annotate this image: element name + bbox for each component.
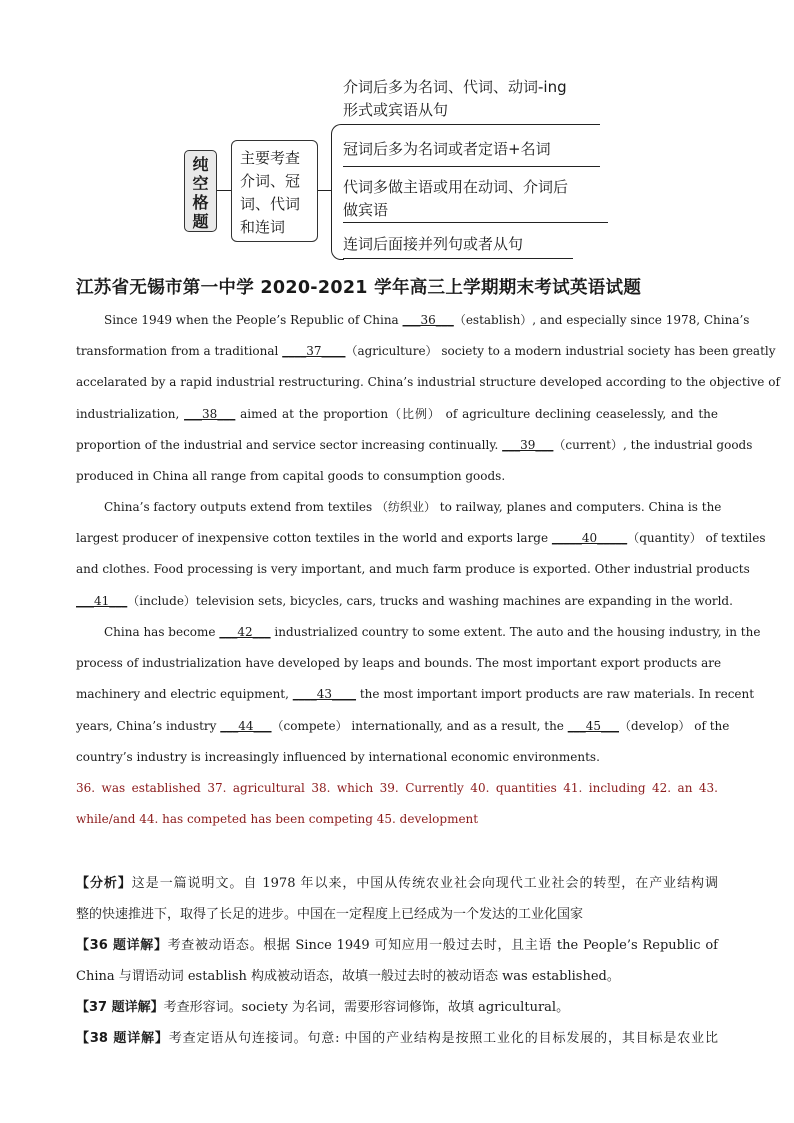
leaf-underline (343, 222, 608, 223)
blank-41[interactable]: ___41___ (76, 593, 128, 608)
blank-37[interactable]: ____37____ (282, 344, 346, 359)
q38-tag: 【38 题详解】 (76, 1031, 169, 1046)
passage-paragraph-3 (76, 617, 761, 773)
passage-line: China has become ___42___ industrialized country to some extent. The auto and the housing industry, in the (104, 625, 761, 639)
blank-40[interactable]: _____40_____ (551, 531, 628, 546)
analysis-section (76, 868, 718, 1054)
connector-line (318, 190, 331, 191)
passage-line: largest producer of inexpensive cotton textiles in the world and exports large _____40_____（quantity） of textiles (76, 531, 766, 546)
analysis-line: 【37 题详解】考查形容词。society 为名词，需要形容词修饰，故填 agricultural。 (76, 1000, 570, 1015)
passage-line: machinery and electric equipment, ____43____ the most important import products are raw materials. In recent (76, 687, 755, 702)
diagram-middle-box (231, 140, 318, 242)
diagram-middle-line-1: 主要考查 (240, 149, 301, 167)
passage-line: ___41___（include）television sets, bicycles, cars, trucks and washing machines are expanding in the world. (76, 593, 733, 608)
analysis-line: 【分析】这是一篇说明文。自 1978 年以来，中国从传统农业社会向现代工业社会的转型，在产业结构调 (76, 876, 718, 891)
blank-36[interactable]: ___36___ (402, 313, 454, 327)
passage-line: China’s factory outputs extend from textiles （纺织业） to railway, planes and computers. China is the (104, 500, 722, 514)
blank-45[interactable]: ___45___ (567, 718, 619, 733)
analysis-tag: 【分析】 (76, 876, 132, 891)
blank-38[interactable]: ___38___ (184, 406, 236, 421)
blank-43[interactable]: ____43____ (292, 687, 357, 702)
connector-line (217, 190, 231, 191)
leaf-underline (343, 258, 573, 259)
passage-paragraph-1 (76, 305, 780, 492)
passage-line: process of industrialization have developed by leaps and bounds. The most important export products are (76, 656, 722, 671)
blank-39[interactable]: ___39___ (502, 437, 554, 452)
page-title: 江苏省无锡市第一中学 2020-2021 学年高三上学期期末考试英语试题 (76, 278, 642, 298)
diagram-leaf-2: 冠词后多为名词或者定语+名词 (343, 140, 551, 158)
diagram-root-label: 纯空格题 (192, 155, 209, 231)
q36-tag: 【36 题详解】 (76, 938, 168, 953)
diagram-leaf-1: 介词后多为名词、代词、动词-ing 形式或宾语从句 (343, 78, 567, 119)
passage-line: accelarated by a rapid industrial restructuring. China’s industrial structure developed according to the objective of (76, 375, 780, 390)
q37-tag: 【37 题详解】 (76, 1000, 164, 1015)
analysis-line: 【38 题详解】考查定语从句连接词。句意: 中国的产业结构是按照工业化的目标发展的，其目标是农业比 (76, 1031, 719, 1046)
passage-line: country’s industry is increasingly influenced by international economic environments. (76, 749, 600, 764)
passage-line: produced in China all range from capital goods to consumption goods. (76, 469, 506, 484)
passage-line: transformation from a traditional ____37____（agriculture） society to a modern industrial society has been greatly (76, 344, 776, 359)
analysis-line: 【36 题详解】考查被动语态。根据 Since 1949 可知应用一般过去时，且主语 the People’s Republic of (76, 938, 718, 953)
leaf-underline (343, 166, 600, 167)
diagram-root-box (184, 150, 217, 232)
passage-line: industrialization, ___38___ aimed at the proportion（比例） of agriculture declining ceaselessly, and the (76, 406, 718, 421)
diagram-leaf-4: 连词后面接并列句或者从句 (343, 235, 524, 253)
passage-line: proportion of the industrial and service sector increasing continually. ___39___（current）, the industrial goods (76, 437, 753, 452)
answer-key (76, 773, 718, 835)
answer-line: 36. was established 37. agricultural 38. which 39. Currently 40. quantities 41. including 42. an 43. (76, 781, 718, 795)
diagram-middle-line-3: 词、代词 (240, 195, 301, 213)
passage-line: and clothes. Food processing is very important, and much farm produce is exported. Other industrial products (76, 562, 750, 577)
passage-line: years, China’s industry ___44___（compete） internationally, and as a result, the ___45___（develop） of the (76, 718, 730, 733)
passage-line: Since 1949 when the People’s Republic of China ___36___（establish）, and especially since 1978, China’s (104, 313, 750, 327)
blank-42[interactable]: ___42___ (219, 625, 271, 639)
analysis-line: 整的快速推进下，取得了长足的进步。中国在一定程度上已经成为一个发达的工业化国家 (76, 907, 584, 922)
leaf-underline (343, 124, 600, 125)
analysis-line: China 与谓语动词 establish 构成被动语态，故填一般过去时的被动语态 was established。 (76, 969, 620, 984)
blank-44[interactable]: ___44___ (220, 718, 272, 733)
diagram-middle-line-4: 和连词 (240, 218, 286, 236)
passage-paragraph-2 (76, 492, 766, 617)
diagram-middle-line-2: 介词、冠 (240, 172, 301, 190)
answer-line: while/and 44. has competed has been competing 45. development (76, 812, 479, 827)
diagram-leaf-3: 代词多做主语或用在动词、介词后 做宾语 (343, 178, 569, 219)
